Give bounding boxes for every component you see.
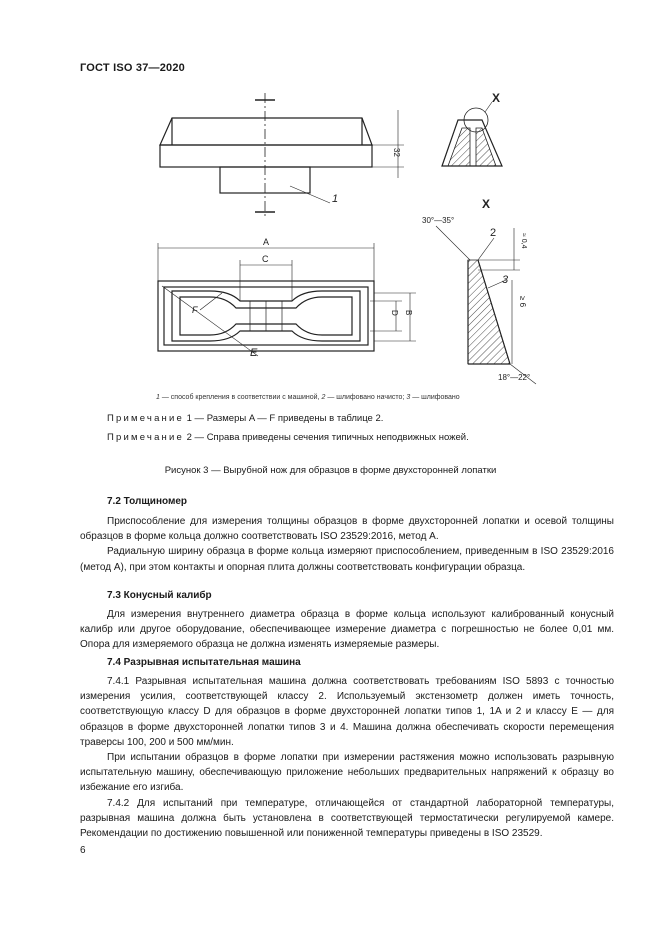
label-X: X [482, 197, 491, 211]
section-top [442, 102, 502, 166]
label-32: 32 [392, 148, 401, 157]
label-2: 2 [490, 227, 497, 239]
paragraph: Радиальную ширину образца в форме кольца измеряют приспособлением, приведенным в ISO 23529:2016 (метод A), при этом контакты и опорная плита должны соответствовать конфигурации образца. [80, 546, 614, 573]
section-7-4 [80, 674, 614, 841]
label-04: ≈ 0,4 [520, 233, 527, 249]
note-2: Примечание 2 — Справа приведены сечения типичных неподвижных ножей. [107, 432, 469, 443]
cutter-drawing [140, 88, 560, 388]
paragraph: Приспособление для измерения толщины образцов в форме двухсторонней лопатки и осевой толщины образцов в форме кольца должно соответствовать ISO 23529:2016, метод A. [80, 516, 614, 543]
note-1: Примечание 1 — Размеры A — F приведены в таблице 2. [107, 413, 384, 424]
paragraph: 7.4.2 Для испытаний при температуре, отличающейся от стандартной лабораторной температуры, разрывная машина должна быть установлена в соответствующей термостатически регулируемой камере. Рекомендации по достижению повышенной или пониженной температуры приведены в ISO 23529. [80, 797, 614, 840]
paragraph: 7.4.1 Разрывная испытательная машина должна соответствовать требованиям ISO 5893 с точностью измерения усилия, соответствующей классу 2. Используемый экстензометр должен иметь точность, соответствующую классу D для образцов в форме двухсторонней лопатки типов 1, 1A и 2 и классу E — для образцов в форме двухсторонней лопатки типов 3 и 4. Машина должна обеспечивать скорости перемещения траверсы 100, 200 и 500 мм/мин. [80, 676, 614, 748]
label-3: 3 [502, 274, 509, 286]
label-angle-bottom: 18°—22° [498, 373, 531, 382]
paragraph: Для измерения внутреннего диаметра образца в форме кольца используют калиброванный конусный калибр или другое оборудование, обеспечивающее измерение диаметра с погрешностью не более 0,01 мм. Опора для измеряемого образца не должна изменять измеряемые размеры. [80, 609, 614, 651]
label-A: A [263, 237, 270, 247]
section-7-3 [80, 607, 614, 653]
label-F: F [192, 305, 198, 315]
label-D: D [390, 310, 399, 316]
label-E: E [250, 347, 258, 359]
page-number: 6 [80, 845, 86, 856]
label-X-top: X [492, 91, 501, 105]
label-C: C [262, 254, 269, 264]
figure-legend: 1 — способ крепления в соответствии с машиной, 2 — шлифовано начисто; 3 — шлифовано [156, 394, 460, 401]
heading-7-3: 7.3 Конусный калибр [107, 590, 212, 601]
label-B: B [404, 310, 413, 316]
side-view [160, 93, 404, 218]
heading-7-4: 7.4 Разрывная испытательная машина [107, 657, 301, 668]
section-7-2 [80, 514, 614, 575]
label-angle-top: 30°—35° [422, 216, 455, 225]
plan-view [158, 243, 416, 356]
paragraph: При испытании образцов в форме лопатки при измерении растяжения можно использовать разрывную испытательную машину, обеспечивающую приложение небольших предварительных напряжений к образцу во избежание его изгиба. [80, 752, 614, 794]
heading-7-2: 7.2 Толщиномер [107, 496, 188, 507]
label-1: 1 [332, 193, 339, 205]
document-header: ГОСТ ISO 37—2020 [80, 62, 186, 74]
figure-title: Рисунок 3 — Вырубной нож для образцов в форме двухсторонней лопатки [164, 465, 497, 476]
label-6: ≥ 6 [518, 296, 527, 308]
